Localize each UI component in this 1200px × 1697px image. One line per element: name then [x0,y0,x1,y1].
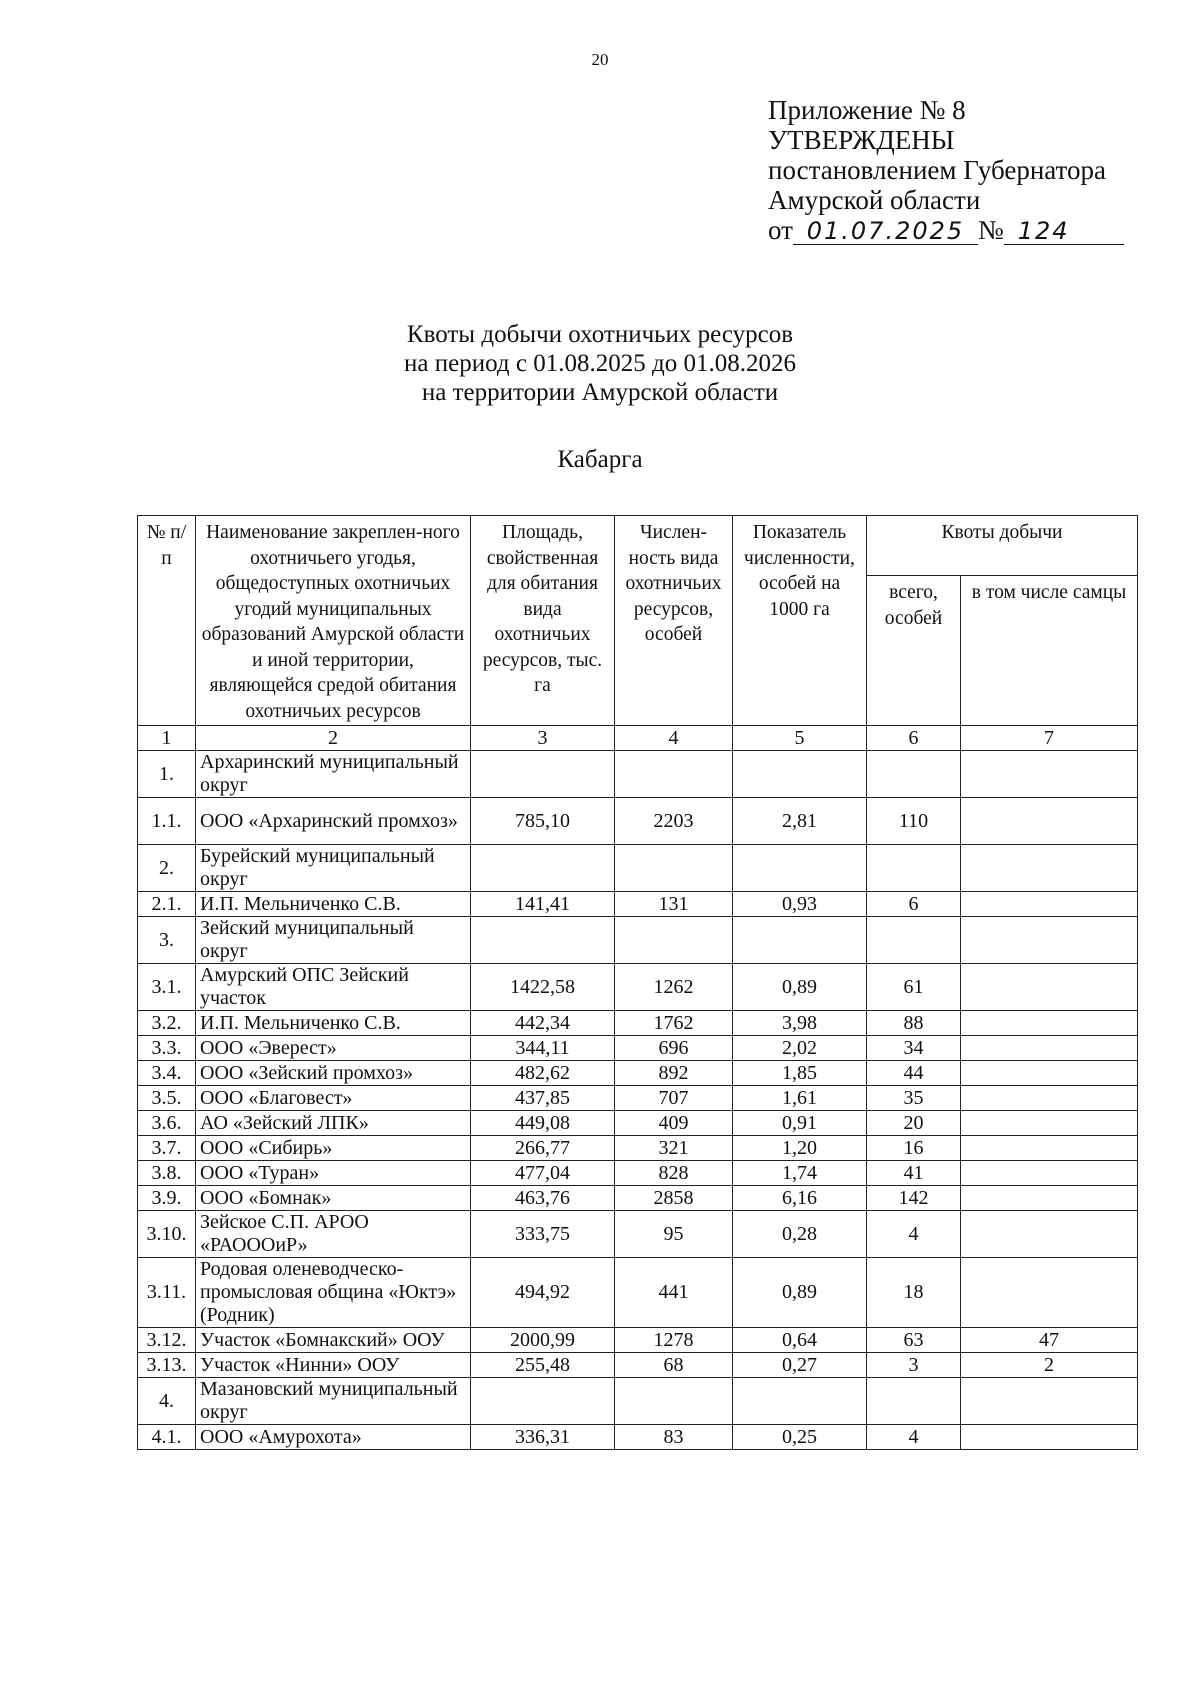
quota-males [961,751,1138,798]
hunting-ground-name: И.П. Мельниченко С.В. [196,892,471,917]
population-count: 892 [615,1061,733,1086]
title-line-3: на территории Амурской области [421,379,779,406]
density-index [733,1378,867,1425]
decree-label: постановлением Губернатора [768,155,1106,185]
quota-total: 110 [867,798,961,845]
density-index: 0,89 [733,964,867,1011]
table-row [138,1136,1138,1161]
region-label: Амурской области [768,185,981,215]
table-row [138,964,1138,1011]
approval-stamp [768,95,1124,245]
density-index: 0,91 [733,1111,867,1136]
row-number: 3.3. [138,1036,196,1061]
hunting-ground-name: И.П. Мельниченко С.В. [196,1011,471,1036]
population-count [615,845,733,892]
hunting-ground-name: Бурейский муниципальный округ [196,845,471,892]
row-number: 1. [138,751,196,798]
quota-males [961,798,1138,845]
quota-total: 63 [867,1328,961,1353]
density-index: 0,93 [733,892,867,917]
quota-males [961,1061,1138,1086]
habitat-area: 336,31 [471,1425,615,1450]
quota-males [961,1136,1138,1161]
habitat-area: 266,77 [471,1136,615,1161]
column-number: 7 [961,726,1138,751]
header-no: № п/п [138,516,196,726]
table-row [138,845,1138,892]
table-row [138,917,1138,964]
table-row [138,1211,1138,1258]
quota-total: 34 [867,1036,961,1061]
document-title [0,320,1200,407]
population-count: 696 [615,1036,733,1061]
approved-label: УТВЕРЖДЕНЫ [768,125,955,155]
quota-total: 6 [867,892,961,917]
quota-males [961,1086,1138,1111]
hunting-ground-name: АО «Зейский ЛПК» [196,1111,471,1136]
table-row [138,892,1138,917]
row-number: 3.4. [138,1061,196,1086]
column-number: 4 [615,726,733,751]
table-row [138,1086,1138,1111]
table-row [138,751,1138,798]
hunting-ground-name: Амурский ОПС Зейский участок [196,964,471,1011]
title-line-2: на период с 01.08.2025 до 01.08.2026 [404,350,796,377]
column-number: 2 [196,726,471,751]
quota-total: 4 [867,1211,961,1258]
row-number: 3.13. [138,1353,196,1378]
quota-males: 47 [961,1328,1138,1353]
table-row [138,1378,1138,1425]
hunting-ground-name: ООО «Амурохота» [196,1425,471,1450]
row-number: 3.11. [138,1258,196,1328]
density-index: 1,85 [733,1061,867,1086]
habitat-area [471,845,615,892]
quota-males [961,1111,1138,1136]
header-name: Наименование закреплен-ного охотничьего угодья, общедоступных охотничьих угодий муниципальных образований Амурской области и иной территории, являющейся средой обитания охотничьих ресурсов [196,516,471,726]
population-count: 95 [615,1211,733,1258]
density-index: 1,74 [733,1161,867,1186]
row-number: 3.2. [138,1011,196,1036]
density-index: 0,25 [733,1425,867,1450]
quota-males: 2 [961,1353,1138,1378]
quota-total: 88 [867,1011,961,1036]
population-count: 2203 [615,798,733,845]
population-count: 828 [615,1161,733,1186]
row-number: 3.10. [138,1211,196,1258]
hunting-ground-name: ООО «Сибирь» [196,1136,471,1161]
quota-males [961,892,1138,917]
table-row [138,1425,1138,1450]
decree-number: 124 [1004,218,1124,245]
hunting-ground-name: ООО «Эверест» [196,1036,471,1061]
habitat-area: 2000,99 [471,1328,615,1353]
quota-males [961,1211,1138,1258]
density-index: 0,89 [733,1258,867,1328]
hunting-ground-name: Участок «Бомнакский» ООУ [196,1328,471,1353]
habitat-area [471,751,615,798]
habitat-area: 482,62 [471,1061,615,1086]
population-count: 409 [615,1111,733,1136]
page-number: 20 [591,50,609,69]
row-number: 3.6. [138,1111,196,1136]
density-index: 0,27 [733,1353,867,1378]
row-number: 3.8. [138,1161,196,1186]
row-number: 3.1. [138,964,196,1011]
density-index: 0,64 [733,1328,867,1353]
quota-total: 20 [867,1111,961,1136]
density-index: 1,61 [733,1086,867,1111]
hunting-ground-name: Участок «Нинни» ООУ [196,1353,471,1378]
row-number: 4. [138,1378,196,1425]
species-heading: Кабарга [557,446,643,473]
habitat-area [471,917,615,964]
table-row [138,1186,1138,1211]
habitat-area: 463,76 [471,1186,615,1211]
decree-date: 01.07.2025 [793,218,978,245]
table-row [138,1161,1138,1186]
hunting-ground-name: ООО «Зейский промхоз» [196,1061,471,1086]
header-density: Показатель численности, особей на 1000 га [733,516,867,726]
population-count: 83 [615,1425,733,1450]
hunting-ground-name: ООО «Благовест» [196,1086,471,1111]
hunting-ground-name: Архаринский муниципальный округ [196,751,471,798]
header-population: Числен-ность вида охотничьих ресурсов, особей [615,516,733,726]
from-label: от [768,215,793,245]
population-count: 441 [615,1258,733,1328]
quota-total: 61 [867,964,961,1011]
table-row [138,1061,1138,1086]
population-count: 2858 [615,1186,733,1211]
row-number: 4.1. [138,1425,196,1450]
quota-table-body [138,751,1138,1450]
hunting-ground-name: Зейское С.П. АРОО «РАОООиР» [196,1211,471,1258]
hunting-ground-name: ООО «Архаринский промхоз» [196,798,471,845]
quota-total: 44 [867,1061,961,1086]
population-count: 1262 [615,964,733,1011]
quota-males [961,1378,1138,1425]
density-index: 1,20 [733,1136,867,1161]
column-number: 3 [471,726,615,751]
habitat-area: 442,34 [471,1011,615,1036]
quota-total: 3 [867,1353,961,1378]
habitat-area: 477,04 [471,1161,615,1186]
header-quota-group: Квоты добычи [867,516,1138,576]
quota-total: 4 [867,1425,961,1450]
column-number: 5 [733,726,867,751]
quota-total: 41 [867,1161,961,1186]
habitat-area: 785,10 [471,798,615,845]
quota-total [867,917,961,964]
habitat-area [471,1378,615,1425]
quota-males [961,1186,1138,1211]
table-row [138,1258,1138,1328]
quota-males [961,964,1138,1011]
table-row [138,1111,1138,1136]
table-row [138,1353,1138,1378]
row-number: 3.7. [138,1136,196,1161]
density-index [733,917,867,964]
density-index [733,751,867,798]
quota-total [867,1378,961,1425]
habitat-area: 1422,58 [471,964,615,1011]
quota-males [961,1011,1138,1036]
population-count: 1762 [615,1011,733,1036]
quota-total: 16 [867,1136,961,1161]
table-row [138,798,1138,845]
header-area: Площадь, свойственная для обитания вида охотничьих ресурсов, тыс. га [471,516,615,726]
column-number: 1 [138,726,196,751]
table-row [138,1328,1138,1353]
row-number: 3.9. [138,1186,196,1211]
hunting-ground-name: Родовая оленеводческо-промысловая община «Юктэ» (Родник) [196,1258,471,1328]
row-number: 3.5. [138,1086,196,1111]
density-index: 0,28 [733,1211,867,1258]
hunting-ground-name: ООО «Бомнак» [196,1186,471,1211]
population-count: 707 [615,1086,733,1111]
density-index: 2,81 [733,798,867,845]
quota-total [867,751,961,798]
population-count: 1278 [615,1328,733,1353]
quota-total: 18 [867,1258,961,1328]
column-numbers-row [138,726,1138,751]
header-quota-total: всего, особей [867,576,961,726]
habitat-area: 449,08 [471,1111,615,1136]
hunting-ground-name: Зейский муниципальный округ [196,917,471,964]
quota-males [961,917,1138,964]
table-row [138,1036,1138,1061]
hunting-ground-name: Мазановский муниципальный округ [196,1378,471,1425]
density-index [733,845,867,892]
quota-males [961,1258,1138,1328]
habitat-area: 333,75 [471,1211,615,1258]
population-count [615,1378,733,1425]
habitat-area: 494,92 [471,1258,615,1328]
row-number: 3.12. [138,1328,196,1353]
habitat-area: 255,48 [471,1353,615,1378]
number-label: № [977,215,1004,245]
quota-males [961,1161,1138,1186]
density-index: 3,98 [733,1011,867,1036]
row-number: 1.1. [138,798,196,845]
quota-total: 142 [867,1186,961,1211]
population-count: 321 [615,1136,733,1161]
title-line-1: Квоты добычи охотничьих ресурсов [406,321,794,348]
appendix-label: Приложение № 8 [768,95,966,125]
habitat-area: 437,85 [471,1086,615,1111]
header-quota-males: в том числе самцы [961,576,1138,726]
density-index: 2,02 [733,1036,867,1061]
quota-total [867,845,961,892]
row-number: 2.1. [138,892,196,917]
population-count [615,917,733,964]
quota-males [961,1036,1138,1061]
quota-males [961,1425,1138,1450]
habitat-area: 344,11 [471,1036,615,1061]
quota-males [961,845,1138,892]
column-number: 6 [867,726,961,751]
row-number: 3. [138,917,196,964]
habitat-area: 141,41 [471,892,615,917]
table-row [138,1011,1138,1036]
row-number: 2. [138,845,196,892]
population-count [615,751,733,798]
density-index: 6,16 [733,1186,867,1211]
quota-total: 35 [867,1086,961,1111]
decree-date-line [768,215,1124,245]
hunting-ground-name: ООО «Туран» [196,1161,471,1186]
population-count: 68 [615,1353,733,1378]
population-count: 131 [615,892,733,917]
quota-table [137,515,1138,1450]
